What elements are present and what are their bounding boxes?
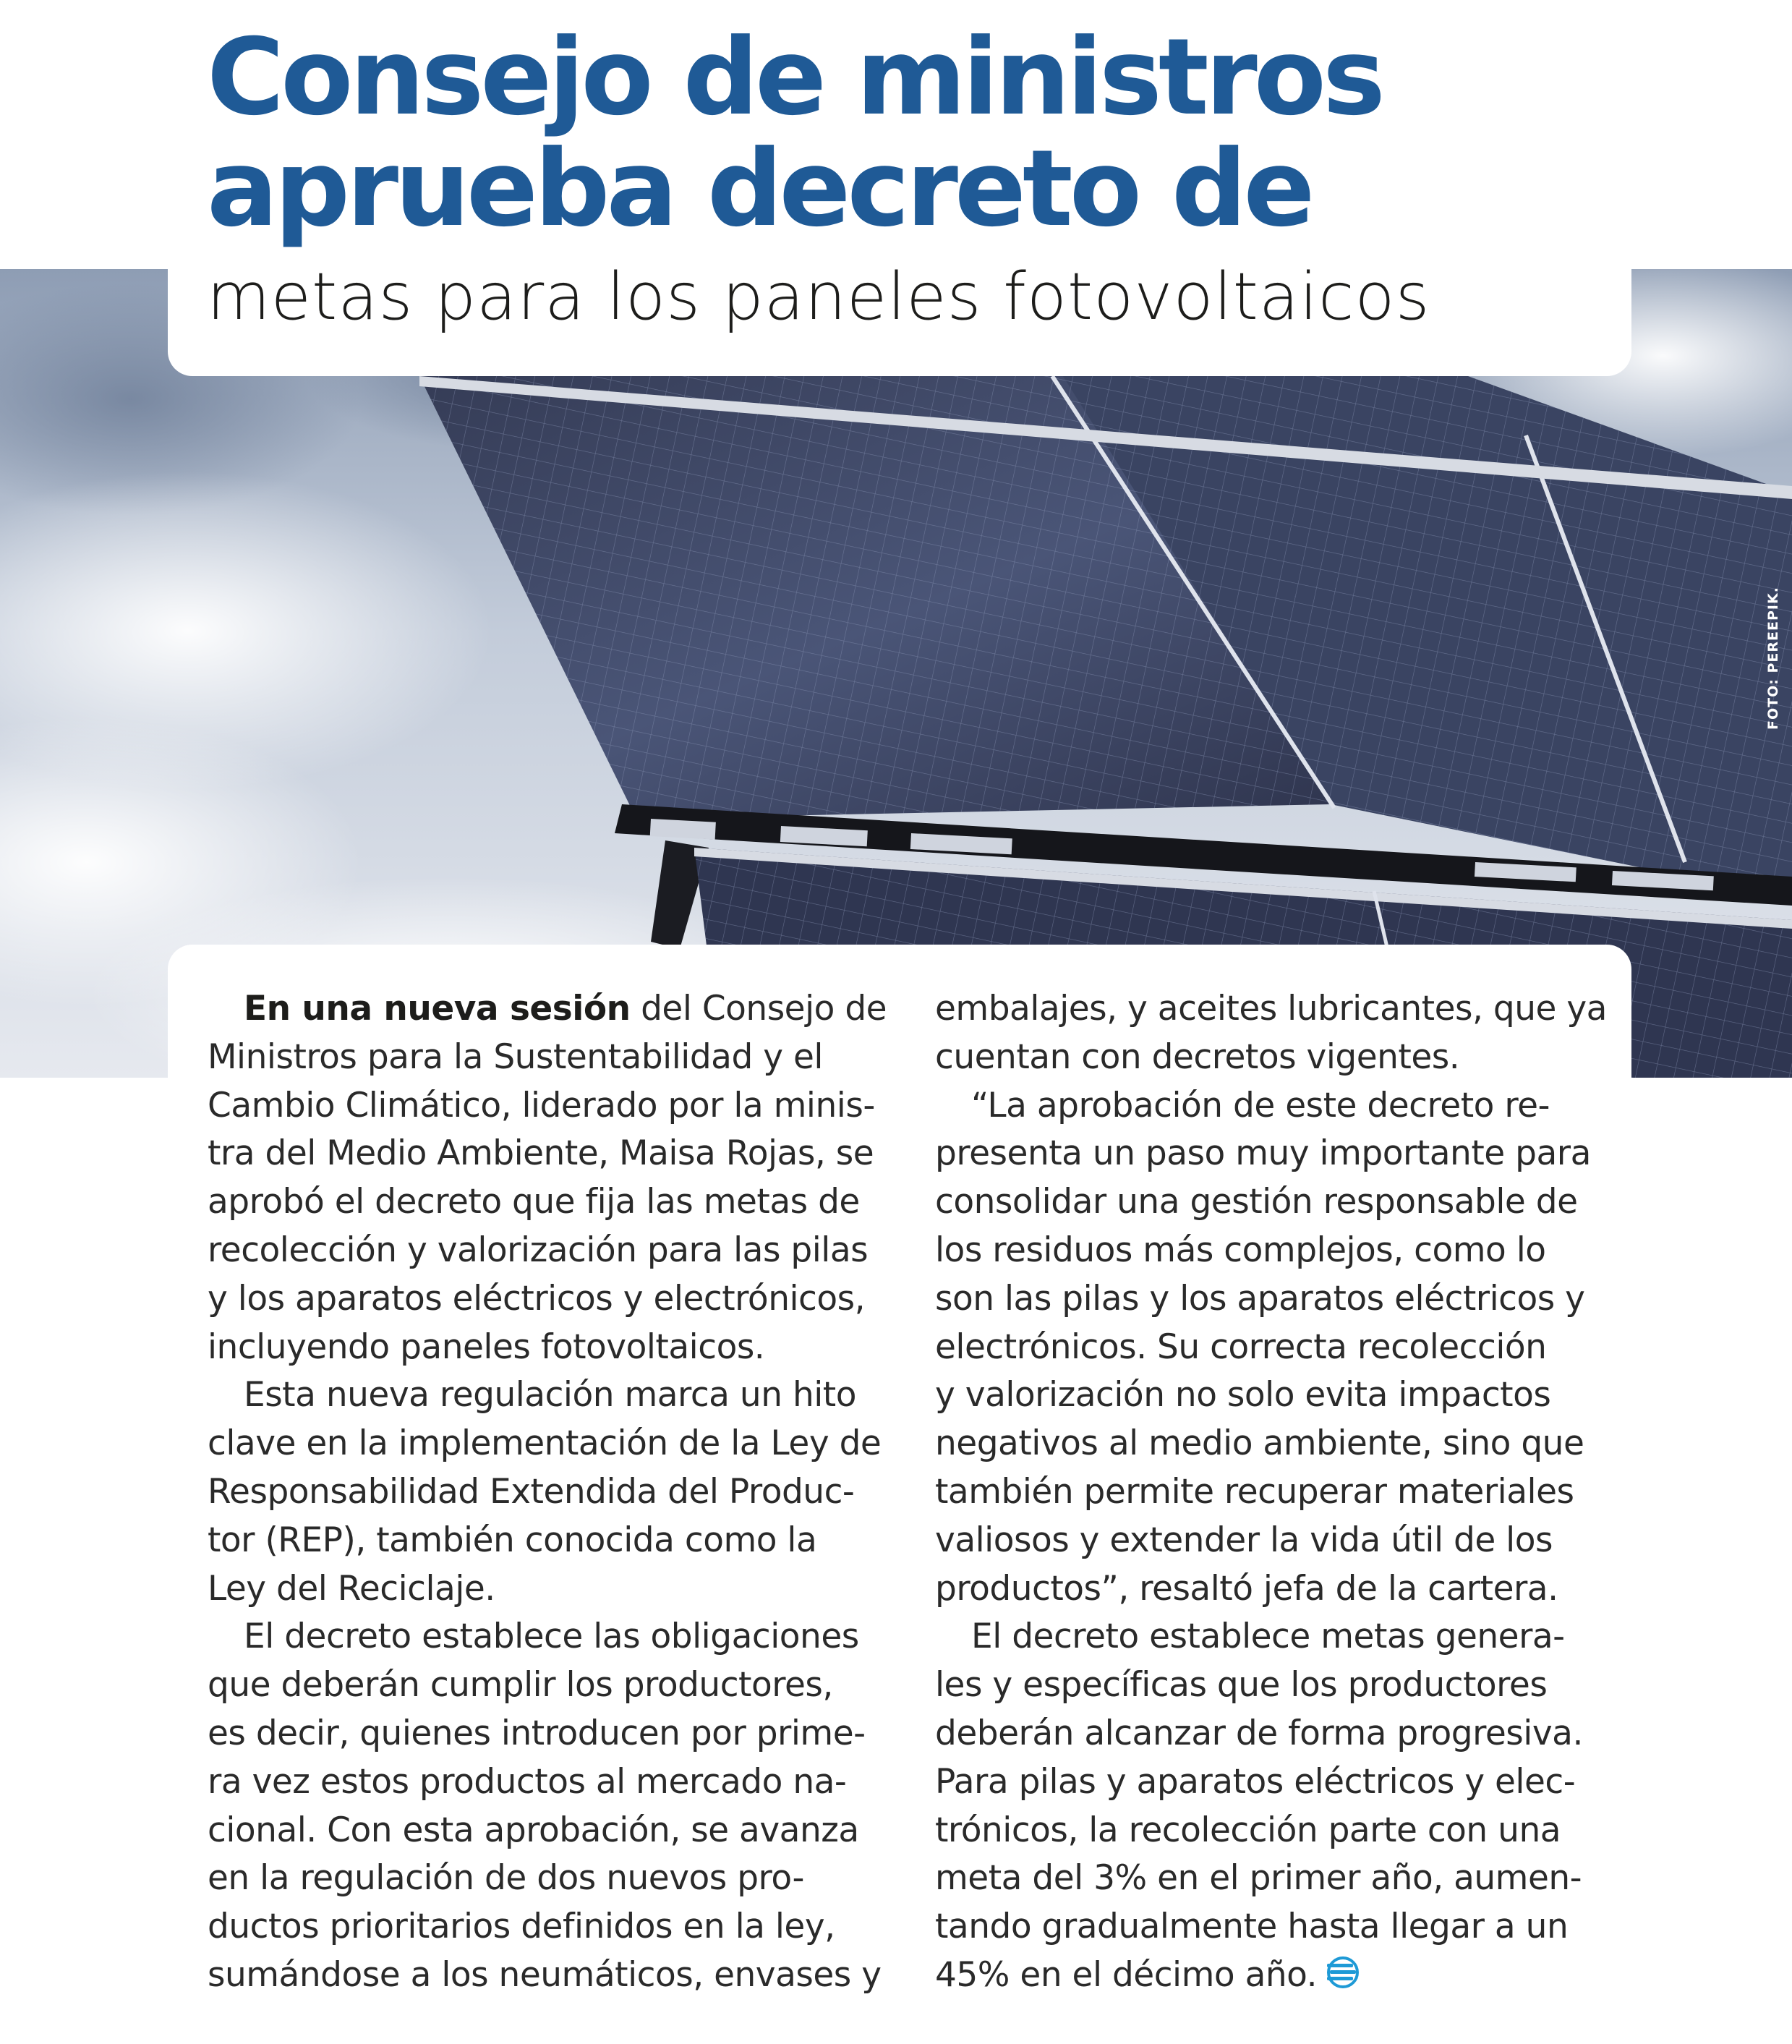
article-line: sumándose a los neumáticos, envases y: [208, 1954, 882, 1995]
article-line: valiosos y extender la vida útil de los: [935, 1520, 1553, 1560]
article-line: embalajes, y aceites lubricantes, que ya: [935, 989, 1607, 1029]
article-line: y valorización no solo evita impactos: [935, 1375, 1551, 1415]
article-line: trónicos, la recolección parte con una: [935, 1810, 1561, 1850]
article-line: productos”, resaltó jefa de la cartera.: [935, 1568, 1558, 1609]
lead-in: En una nueva sesión: [244, 989, 631, 1029]
article-line: también permite recuperar materiales: [935, 1471, 1574, 1512]
article-line-last: 45% en el décimo año.: [935, 1951, 1600, 2000]
article-line: incluyendo paneles fotovoltaicos.: [208, 1327, 765, 1367]
article-line: es decir, quienes introducen por prime-: [208, 1713, 866, 1753]
article-line: Ley del Reciclaje.: [208, 1568, 495, 1609]
article-line: aprobó el decreto que fija las metas de: [208, 1182, 860, 1222]
article-line: clave en la implementación de la Ley de: [208, 1423, 882, 1464]
headline: [207, 16, 1382, 250]
article-line: Esta nueva regulación marca un hito: [244, 1375, 856, 1415]
article-line: son las pilas y los aparatos eléctricos y: [935, 1278, 1585, 1319]
article-column-left: [208, 985, 887, 2000]
article-line: El decreto establece metas genera-: [971, 1617, 1565, 1657]
article-line: ra vez estos productos al mercado na-: [208, 1761, 847, 1802]
article-line: que deberán cumplir los productores,: [208, 1665, 833, 1706]
article-line: presenta un paso muy importante para: [935, 1133, 1591, 1174]
headline-line-1: Consejo de ministros: [207, 16, 1382, 139]
article-line: tando gradualmente hasta llegar a un: [935, 1907, 1569, 1947]
article-line: electrónicos. Su correcta recolección: [935, 1327, 1547, 1367]
article-line: ductos prioritarios definidos en la ley,: [208, 1907, 835, 1947]
article-line: los residuos más complejos, como lo: [935, 1230, 1546, 1270]
article-line: y los aparatos eléctricos y electrónicos,: [208, 1278, 866, 1319]
article-line: consolidar una gestión responsable de: [935, 1182, 1578, 1222]
article-line: cuentan con decretos vigentes.: [935, 1036, 1460, 1077]
article-line: recolección y valorización para las pilas: [208, 1230, 869, 1270]
article-line: tra del Medio Ambiente, Maisa Rojas, se: [208, 1133, 874, 1174]
article-column-right: [935, 985, 1607, 2000]
article-line: El decreto establece las obligaciones: [244, 1617, 859, 1657]
article-line: Responsabilidad Extendida del Produc-: [208, 1471, 855, 1512]
headline-line-2: aprueba decreto de: [207, 127, 1312, 250]
article-line: “La aprobación de este decreto re-: [971, 1085, 1550, 1125]
subtitle: metas para los paneles fotovoltaicos: [207, 259, 1430, 335]
article-line: Para pilas y aparatos eléctricos y elec-: [935, 1761, 1576, 1802]
article-line: les y específicas que los productores: [935, 1665, 1548, 1706]
article-line: tor (REP), también conocida como la: [208, 1520, 817, 1560]
photo-credit: FOTO: PEREEPIK.: [1765, 587, 1781, 730]
article-line: En una nueva sesión del Consejo de: [244, 989, 887, 1029]
article-line: deberán alcanzar de forma progresiva.: [935, 1713, 1583, 1753]
article-line: meta del 3% en el primer año, aumen-: [935, 1858, 1582, 1899]
article-line: Ministros para la Sustentabilidad y el: [208, 1036, 823, 1077]
article-line: negativos al medio ambiente, sino que: [935, 1423, 1584, 1464]
end-of-article-icon: [1324, 1956, 1362, 1989]
article-line: Cambio Climático, liderado por la minis-: [208, 1085, 875, 1125]
article-line: en la regulación de dos nuevos pro-: [208, 1858, 804, 1899]
article-line: cional. Con esta aprobación, se avanza: [208, 1810, 859, 1850]
